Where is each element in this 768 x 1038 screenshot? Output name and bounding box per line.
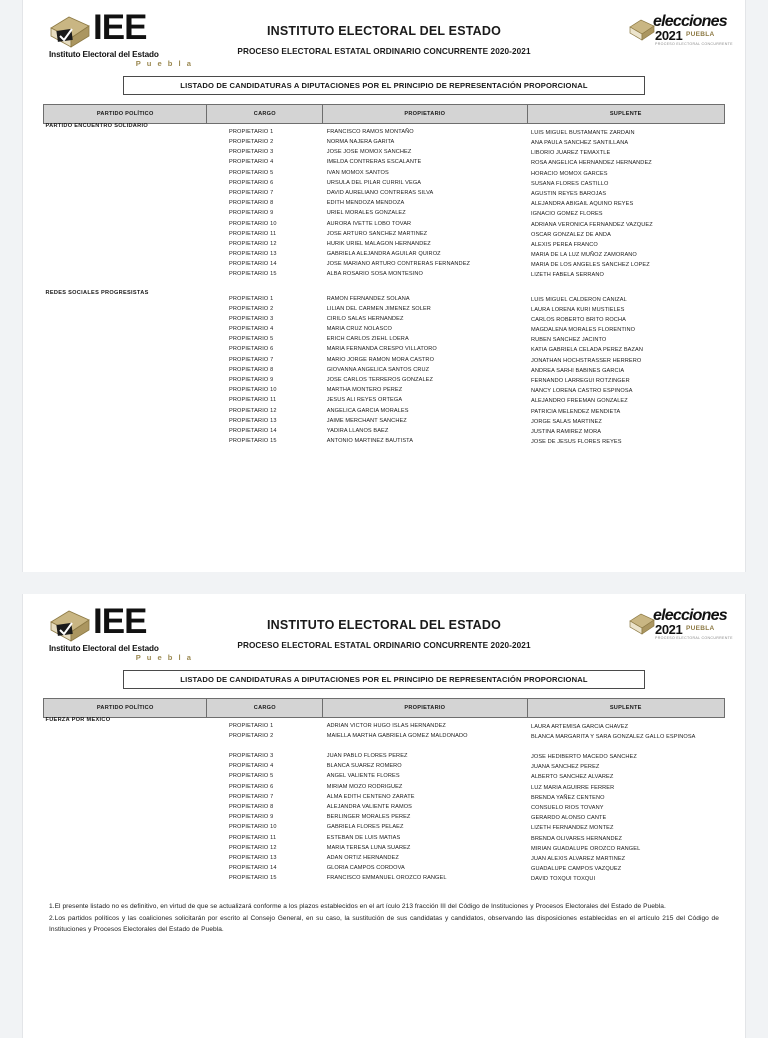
cell-partido [44, 785, 207, 795]
cell-cargo: PROPIETARIO 14 [228, 261, 277, 268]
cell-cargo: PROPIETARIO 5 [228, 336, 274, 343]
cell-partido [44, 201, 207, 211]
cell-partido [44, 419, 207, 429]
cell-suplente: BLANCA MARGARITA Y SARA GONZALEZ GALLO ESPINOSA [531, 734, 696, 741]
cell-suplente: SUSANA FLORES CASTILLO [531, 180, 609, 187]
cell-propietario: MARTHA MONTERO PEREZ [326, 387, 403, 394]
cell-cargo: PROPIETARIO 9 [228, 210, 274, 217]
cell-suplente: GERARDO ALONSO CANTE [531, 815, 607, 822]
cell-suplente: ADRIANA VERONICA FERNANDEZ VAZQUEZ [531, 221, 653, 228]
column-header-cargo: CARGO [207, 105, 323, 124]
cell-suplente: JOSE HEDIBERTO MACEDO SANCHEZ [531, 754, 637, 761]
party-name: REDES SOCIALES PROGRESISTAS [45, 289, 149, 296]
cell-suplente: LIZETH FERNANDEZ MONTEZ [531, 825, 614, 832]
cell-cargo: PROPIETARIO 15 [228, 271, 277, 278]
cell-partido [44, 222, 207, 232]
listing-banner: LISTADO DE CANDIDATURAS A DIPUTACIONES POR EL PRINCIPIO DE REPRESENTACIÓN PROPORCIONAL [123, 670, 645, 689]
cell-propietario: ANGELICA GARCIA MORALES [326, 407, 409, 414]
elecciones-tagline: PROCESO ELECTORAL CONCURRENTE [655, 42, 733, 46]
cell-partido [44, 429, 207, 439]
cell-suplente: DAVID TOXQUI TOXQUI [531, 876, 596, 883]
cell-partido [44, 805, 207, 815]
document-page-2 [22, 594, 746, 1038]
cell-cargo: PROPIETARIO 3 [228, 315, 274, 322]
cell-partido [44, 866, 207, 876]
cell-partido [44, 347, 207, 357]
elecciones-logo-2 [629, 606, 733, 646]
cell-propietario: IVAN MOMOX SANTOS [326, 169, 389, 176]
cell-cargo: PROPIETARIO 15 [228, 875, 277, 882]
cell-partido [44, 140, 207, 150]
cell-propietario: MAIELLA MARTHA GABRIELA GOMEZ MALDONADO [326, 733, 468, 740]
cell-partido [44, 160, 207, 170]
iee-emblem-icon [49, 608, 91, 644]
table-row [44, 439, 725, 449]
elecciones-wordmark: elecciones [653, 13, 727, 30]
iee-logo-line2: P u e b l a [135, 653, 193, 662]
cell-suplente: ALEJANDRA ABIGAIL AQUINO REYES [531, 201, 634, 208]
cell-partido [44, 232, 207, 242]
cell-partido [44, 774, 207, 784]
cell-propietario: DAVID AURELIANO CONTRERAS SILVA [326, 189, 434, 196]
cell-suplente: MARIA DE LOS ANGELES SANCHEZ LOPEZ [531, 262, 650, 269]
cell-suplente: LIZETH FABELA SERRANO [531, 272, 604, 279]
cell-cargo: PROPIETARIO 11 [228, 397, 277, 404]
cell-suplente: OSCAR GONZALEZ DE ANDA [531, 231, 611, 238]
cell-propietario: JESUS ALI REYES ORTEGA [326, 397, 403, 404]
cell-cargo: PROPIETARIO 5 [228, 169, 274, 176]
cell-suplente: LAURA LORENA KURI MUSTIELES [531, 306, 625, 313]
banner-row [43, 76, 725, 95]
table-header [44, 105, 725, 124]
cell-suplente: RUBEN SANCHEZ JACINTO [531, 337, 607, 344]
table-row [44, 272, 725, 282]
party-name: PARTIDO ENCUENTRO SOLIDARIO [45, 123, 148, 129]
cell-suplente: JUSTINA RAMIREZ MORA [531, 428, 602, 435]
column-header-partido: PARTIDO POLÍTICO [44, 699, 207, 718]
cell-cargo: PROPIETARIO 7 [228, 189, 274, 196]
cell-propietario: MARIA TERESA LUNA SUAREZ [326, 844, 411, 851]
cell-cargo: PROPIETARIO 4 [228, 763, 274, 770]
iee-logo-line2: P u e b l a [135, 59, 193, 68]
column-header-suplente: SUPLENTE [527, 699, 725, 718]
elecciones-year: 2021 [655, 28, 683, 43]
cell-partido [44, 764, 207, 774]
cell-propietario: NORMA NAJERA GARITA [326, 139, 395, 146]
cell-suplente: JORGE SALAS MARTINEZ [531, 418, 602, 425]
cell-partido [44, 815, 207, 825]
cell-propietario: FRANCISCO EMMANUEL OROZCO RANGEL [326, 875, 447, 882]
cell-cargo: PROPIETARIO 11 [228, 230, 277, 237]
cell-suplente: MIRIAN GUADALUPE OROZCO RANGEL [531, 845, 641, 852]
cell-suplente: NANCY LORENA CASTRO ESPINOSA [531, 388, 633, 395]
cell-propietario: EDITH MENDOZA MENDOZA [326, 200, 405, 207]
cell-partido [44, 130, 207, 140]
cell-propietario: JOSE JOSE MOMOX SANCHEZ [326, 149, 412, 156]
cell-propietario: ALEJANDRA VALIENTE RAMOS [326, 803, 412, 810]
column-header-partido: PARTIDO POLÍTICO [44, 105, 207, 124]
cell-suplente: BRENDA YAÑEZ CENTENO [531, 794, 605, 801]
banner-row-2 [43, 670, 725, 689]
page-subtitle: PROCESO ELECTORAL ESTATAL ORDINARIO CONCURRENTE 2020-2021 [237, 47, 531, 56]
listing-banner: LISTADO DE CANDIDATURAS A DIPUTACIONES POR EL PRINCIPIO DE REPRESENTACIÓN PROPORCIONAL [123, 76, 645, 95]
candidates-table-page2 [43, 698, 725, 886]
cell-suplente: MARIA DE LA LUZ MUÑOZ ZAMORANO [531, 252, 637, 259]
cell-cargo: PROPIETARIO 10 [228, 220, 277, 227]
cell-cargo: PROPIETARIO 9 [228, 814, 274, 821]
cell-propietario: JAIME MERCHANT SANCHEZ [326, 417, 407, 424]
cell-partido [44, 307, 207, 317]
cell-propietario: ALBA ROSARIO SOSA MONTESINO [326, 271, 423, 278]
cell-partido [44, 327, 207, 337]
cell-cargo: PROPIETARIO 1 [228, 128, 274, 135]
column-header-suplente: SUPLENTE [527, 105, 725, 124]
cell-partido [44, 211, 207, 221]
cell-propietario: BLANCA SUAREZ ROMERO [326, 763, 402, 770]
document-page-1 [22, 0, 746, 572]
elecciones-state: PUEBLA [686, 625, 715, 632]
cell-propietario: ERICH CARLOS ZIEHL LOERA [326, 336, 409, 343]
cell-propietario: MIRIAM MOZO RODRIGUEZ [326, 783, 403, 790]
cell-propietario: JOSE ARTURO SANCHEZ MARTINEZ [326, 230, 428, 237]
cell-cargo: PROPIETARIO 4 [228, 326, 274, 333]
cell-cargo: PROPIETARIO 6 [228, 783, 274, 790]
footnotes [43, 902, 725, 936]
cell-partido [44, 409, 207, 419]
cell-propietario: ANGEL VALIENTE FLORES [326, 773, 400, 780]
cell-propietario: MARIA FERNANDA CRESPO VILLATORO [326, 346, 437, 353]
cell-partido [44, 181, 207, 191]
cell-partido [44, 262, 207, 272]
cell-cargo: PROPIETARIO 3 [228, 753, 274, 760]
cell-propietario: ALMA EDITH CENTENO ZARATE [326, 793, 415, 800]
cell-suplente: LUZ MARIA AGUIRRE FERRER [531, 784, 615, 791]
elecciones-state: PUEBLA [686, 31, 715, 38]
iee-logo-line1: Instituto Electoral del Estado [49, 644, 159, 653]
cell-propietario: BERLINGER MORALES PEREZ [326, 814, 411, 821]
cell-cargo: PROPIETARIO 14 [228, 865, 277, 872]
cell-propietario: HURIK URIEL MALAGON HERNANDEZ [326, 240, 431, 247]
cell-propietario: AURORA IVETTE LOBO TOVAR [326, 220, 412, 227]
cell-propietario: JOSE MARIANO ARTURO CONTRERAS FERNANDEZ [326, 261, 471, 268]
cell-suplente: JONATHAN HOCHSTRASSER HERRERO [531, 357, 642, 364]
cell-cargo: PROPIETARIO 12 [228, 844, 277, 851]
cell-propietario: ADAN ORTIZ HERNANDEZ [326, 854, 399, 861]
cell-partido [44, 856, 207, 866]
cell-propietario: MARIO JORGE RAMON MORA CASTRO [326, 356, 435, 363]
cell-propietario: GABRIELA ALEJANDRA AGUILAR QUIROZ [326, 251, 441, 258]
cell-suplente: MAGDALENA MORALES FLORENTINO [531, 327, 636, 334]
cell-cargo: PROPIETARIO 9 [228, 377, 274, 384]
cell-partido [44, 171, 207, 181]
cell-cargo: PROPIETARIO 8 [228, 366, 274, 373]
cell-propietario: JOSE CARLOS TERREROS GONZALEZ [326, 377, 434, 384]
cell-partido [44, 876, 207, 886]
cell-cargo: PROPIETARIO 2 [228, 139, 274, 146]
cell-partido [44, 368, 207, 378]
iee-acronym: IEE [93, 8, 147, 47]
cell-propietario: ESTEBAN DE LUIS MATIAS [326, 834, 401, 841]
cell-suplente: KATIA GABRIELA CELADA PEREZ BAZAN [531, 347, 643, 354]
cell-partido [44, 398, 207, 408]
table-header-2 [44, 699, 725, 718]
cell-propietario: URIEL MORALES GONZALEZ [326, 210, 406, 217]
cell-suplente: LUIS MIGUEL BUSTAMANTE ZARDAIN [531, 129, 635, 136]
cell-cargo: PROPIETARIO 11 [228, 834, 277, 841]
cell-suplente: ANDREA SARHI BABINES GARCIA [531, 367, 625, 374]
cell-propietario: IMELDA CONTRERAS ESCALANTE [326, 159, 422, 166]
column-header-propietario: PROPIETARIO [323, 105, 527, 124]
cell-suplente: IGNACIO GOMEZ FLORES [531, 211, 603, 218]
cell-partido [44, 439, 207, 449]
cell-suplente: HORACIO MOMOX GARCES [531, 170, 608, 177]
iee-emblem-icon [49, 14, 91, 50]
cell-cargo: PROPIETARIO 8 [228, 803, 274, 810]
cell-cargo: PROPIETARIO 7 [228, 356, 274, 363]
table-row [44, 876, 725, 886]
cell-suplente: FERNANDO LARREGUI ROTZINGER [531, 378, 630, 385]
cell-propietario: FRANCISCO RAMOS MONTAÑO [326, 128, 414, 135]
page-header [43, 0, 733, 72]
page-header-2 [43, 594, 733, 666]
cell-partido [44, 836, 207, 846]
cell-suplente: CONSUELO RIOS TOVANY [531, 804, 604, 811]
cell-cargo: PROPIETARIO 3 [228, 149, 274, 156]
iee-logo-2 [49, 602, 199, 662]
cell-partido [44, 378, 207, 388]
cell-partido [44, 846, 207, 856]
cell-partido [44, 337, 207, 347]
cell-cargo: PROPIETARIO 5 [228, 773, 274, 780]
cell-partido [44, 242, 207, 252]
cell-suplente: ANA PAULA SANCHEZ SANTILLANA [531, 140, 629, 147]
page-title: INSTITUTO ELECTORAL DEL ESTADO [266, 618, 502, 632]
cell-propietario: URSULA DEL PILAR CURRIL VEGA [326, 179, 422, 186]
cell-suplente: ALEJANDRO FREEMAN GONZALEZ [531, 398, 628, 405]
cell-cargo: PROPIETARIO 10 [228, 387, 277, 394]
cell-partido [44, 795, 207, 805]
cell-cargo: PROPIETARIO 13 [228, 417, 277, 424]
cell-partido [44, 724, 207, 734]
cell-propietario: RAMON FERNANDEZ SOLANA [326, 295, 410, 302]
cell-suplente: JOSE DE JESUS FLORES REYES [531, 439, 622, 446]
iee-logo [49, 8, 199, 68]
cell-propietario: GLORIA CAMPOS CORDOVA [326, 865, 405, 872]
footnote: 1.El presente listado no es definitivo, en virtud de que se actualizará conforme a los plazos establecidos en el art ículo 213 fracción III del Código de Instituciones y Procesos Electorales del Estado de Puebla. [49, 903, 666, 911]
cell-partido [44, 734, 207, 754]
elecciones-emblem-icon [629, 18, 655, 42]
cell-suplente: GUADALUPE CAMPOS VAZQUEZ [531, 866, 622, 873]
cell-partido [44, 754, 207, 764]
cell-suplente: JUAN ALEXIS ALVAREZ MARTINEZ [531, 855, 626, 862]
cell-cargo: PROPIETARIO 12 [228, 407, 277, 414]
cell-partido [44, 317, 207, 327]
page-separator [0, 572, 768, 594]
iee-acronym: IEE [93, 602, 147, 641]
page-title: INSTITUTO ELECTORAL DEL ESTADO [266, 24, 502, 38]
cell-cargo: PROPIETARIO 2 [228, 733, 274, 740]
cell-cargo: PROPIETARIO 4 [228, 159, 274, 166]
table-row [44, 734, 725, 754]
cell-suplente: LIBORIO JUAREZ TEMAXTLE [531, 150, 611, 157]
table-body-page2 [44, 718, 725, 887]
cell-propietario: ADRIAN VICTOR HUGO ISLAS HERNANDEZ [326, 722, 446, 729]
column-header-propietario: PROPIETARIO [323, 699, 527, 718]
cell-partido [44, 825, 207, 835]
cell-suplente: LAURA ARTEMISA GARCIA CHAVEZ [531, 723, 629, 730]
table-body-page1 [44, 124, 725, 450]
cell-partido [44, 388, 207, 398]
cell-cargo: PROPIETARIO 6 [228, 179, 274, 186]
cell-partido [44, 150, 207, 160]
cell-cargo: PROPIETARIO 1 [228, 295, 274, 302]
cell-propietario: GABRIELA FLORES PELAEZ [326, 824, 404, 831]
cell-propietario: GIOVANNA ANGELICA SANTOS CRUZ [326, 366, 430, 373]
cell-propietario: MARIA CRUZ NOLASCO [326, 326, 392, 333]
cell-cargo: PROPIETARIO 8 [228, 200, 274, 207]
cell-partido [44, 358, 207, 368]
cell-cargo: PROPIETARIO 14 [228, 427, 277, 434]
cell-cargo: PROPIETARIO 7 [228, 793, 274, 800]
cell-propietario: JUAN PABLO FLORES PEREZ [326, 753, 408, 760]
cell-suplente: ALEXIS PEREA FRANCO [531, 241, 598, 248]
cell-cargo: PROPIETARIO 1 [228, 722, 274, 729]
cell-suplente: PATRICIA MELENDEZ MENDIETA [531, 408, 621, 415]
cell-cargo: PROPIETARIO 6 [228, 346, 274, 353]
cell-propietario: YADIRA LLANOS BAEZ [326, 427, 389, 434]
cell-partido [44, 272, 207, 282]
party-name: FUERZA POR MEXICO [45, 717, 111, 723]
cell-suplente: ROSA ANGELICA HERNANDEZ HERNANDEZ [531, 160, 652, 167]
candidates-table-page1 [43, 104, 725, 449]
cell-cargo: PROPIETARIO 12 [228, 240, 277, 247]
cell-cargo: PROPIETARIO 13 [228, 251, 277, 258]
elecciones-emblem-icon [629, 612, 655, 636]
elecciones-wordmark: elecciones [653, 607, 727, 624]
column-header-cargo: CARGO [207, 699, 323, 718]
cell-suplente: ALBERTO SANCHEZ ALVAREZ [531, 774, 614, 781]
cell-propietario: CIRILO SALAS HERNANDEZ [326, 315, 404, 322]
footnote: 2.Los partidos políticos y las coaliciones solicitarán por escrito al Consejo General, en su caso, la sustitución de sus candidatas y candidatos, observando las disposiciones establecidas en el artículo 215 del Código de Instituciones y Procesos Electorales del Estado de Puebla. [49, 915, 719, 934]
cell-partido [44, 191, 207, 201]
elecciones-logo [629, 12, 733, 52]
cell-propietario: LILIAN DEL CARMEN JIMENEZ SOLER [326, 305, 431, 312]
cell-suplente: AGUSTIN REYES BAROJAS [531, 190, 607, 197]
cell-partido [44, 297, 207, 307]
cell-cargo: PROPIETARIO 15 [228, 438, 277, 445]
cell-cargo: PROPIETARIO 10 [228, 824, 277, 831]
elecciones-year: 2021 [655, 622, 683, 637]
cell-propietario: ANTONIO MARTINEZ BAUTISTA [326, 438, 414, 445]
cell-suplente: LUIS MIGUEL CALDERON CANIZAL [531, 296, 627, 303]
cell-suplente: JUANA SANCHEZ PEREZ [531, 764, 600, 771]
cell-cargo: PROPIETARIO 2 [228, 305, 274, 312]
elecciones-tagline: PROCESO ELECTORAL CONCURRENTE [655, 636, 733, 640]
cell-suplente: BRENDA OLIVARES HERNANDEZ [531, 835, 622, 842]
cell-cargo: PROPIETARIO 13 [228, 854, 277, 861]
page-subtitle: PROCESO ELECTORAL ESTATAL ORDINARIO CONCURRENTE 2020-2021 [237, 641, 531, 650]
iee-logo-line1: Instituto Electoral del Estado [49, 50, 159, 59]
cell-partido [44, 252, 207, 262]
cell-suplente: CARLOS ROBERTO BRITO ROCHA [531, 316, 626, 323]
